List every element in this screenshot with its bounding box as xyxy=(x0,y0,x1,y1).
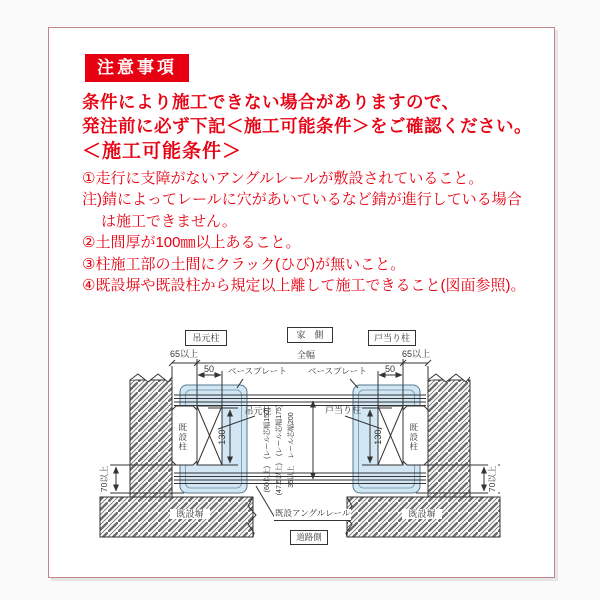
min65-left-label: 65以上 xyxy=(169,349,198,359)
min70-right-label: 70以上 xyxy=(488,463,498,495)
rail-center-option-200: 35以上 レール芯幅200 xyxy=(287,412,295,488)
stop-post-inner-label: 戸当り柱 xyxy=(324,405,361,415)
existing-wall-right-label: 既設塀 xyxy=(402,509,442,519)
warning-text xyxy=(82,90,532,138)
road-side-label: 道路側 xyxy=(290,530,328,545)
d50-left-label: 50 xyxy=(203,364,214,374)
hinge-post-top-label: 吊元柱 xyxy=(185,330,227,346)
conditions-list xyxy=(82,168,525,296)
warning-line-2: 発注前に必ず下記＜施工可能条件＞をご確認ください。 xyxy=(82,116,532,136)
condition-note: 注)錆によってレールに穴があいているなど錆が進行している場合 xyxy=(82,191,522,209)
d50-right-label: 50 xyxy=(384,364,395,374)
installation-plan-diagram xyxy=(88,322,512,572)
caution-badge: 注意事項 xyxy=(85,54,189,82)
condition-note-cont: は施工できません。 xyxy=(101,212,237,230)
full-width-label: 全幅 xyxy=(296,350,315,360)
condition-item-1: ①走行に支障がないアングルレールが敷設されていること。 xyxy=(82,170,484,187)
rail-center-option-175: (47.5以上) (レール芯幅175) xyxy=(275,404,283,496)
warning-line-1: 条件により施工できない場合がありますので、 xyxy=(82,92,460,112)
existing-post-right-label: 既設柱 xyxy=(408,422,419,452)
condition-item-3: ③柱施工部の土間にクラック(ひび)が無いこと。 xyxy=(82,255,406,273)
baseplate-right-label: ベースプレート xyxy=(308,366,367,376)
hinge-post-inner-label: 吊元柱 xyxy=(244,406,272,416)
conditions-title: ＜施工可能条件＞ xyxy=(82,141,243,162)
house-side-label: 家 側 xyxy=(287,327,333,343)
baseplate-left-label: ベースプレート xyxy=(228,366,287,376)
rail-center-option-150: (60以上) (レール芯幅150) xyxy=(263,407,271,493)
stop-post-top-label: 戸当り柱 xyxy=(368,330,416,346)
min70-left-label: 70以上 xyxy=(100,463,110,495)
existing-angle-rail-label: 既設アングルレール xyxy=(274,509,351,521)
d130-left-label: 130 xyxy=(216,429,227,445)
existing-wall-left-label: 既設塀 xyxy=(170,509,210,519)
condition-item-2: ②土間厚が100㎜以上あること。 xyxy=(82,234,301,252)
min65-right-label: 65以上 xyxy=(401,349,430,359)
condition-item-4: ④既設塀や既設柱から規定以上離して施工できること(図面参照)。 xyxy=(82,277,526,295)
d130-right-label: 130 xyxy=(372,429,383,445)
existing-post-left-label: 既設柱 xyxy=(177,422,188,452)
